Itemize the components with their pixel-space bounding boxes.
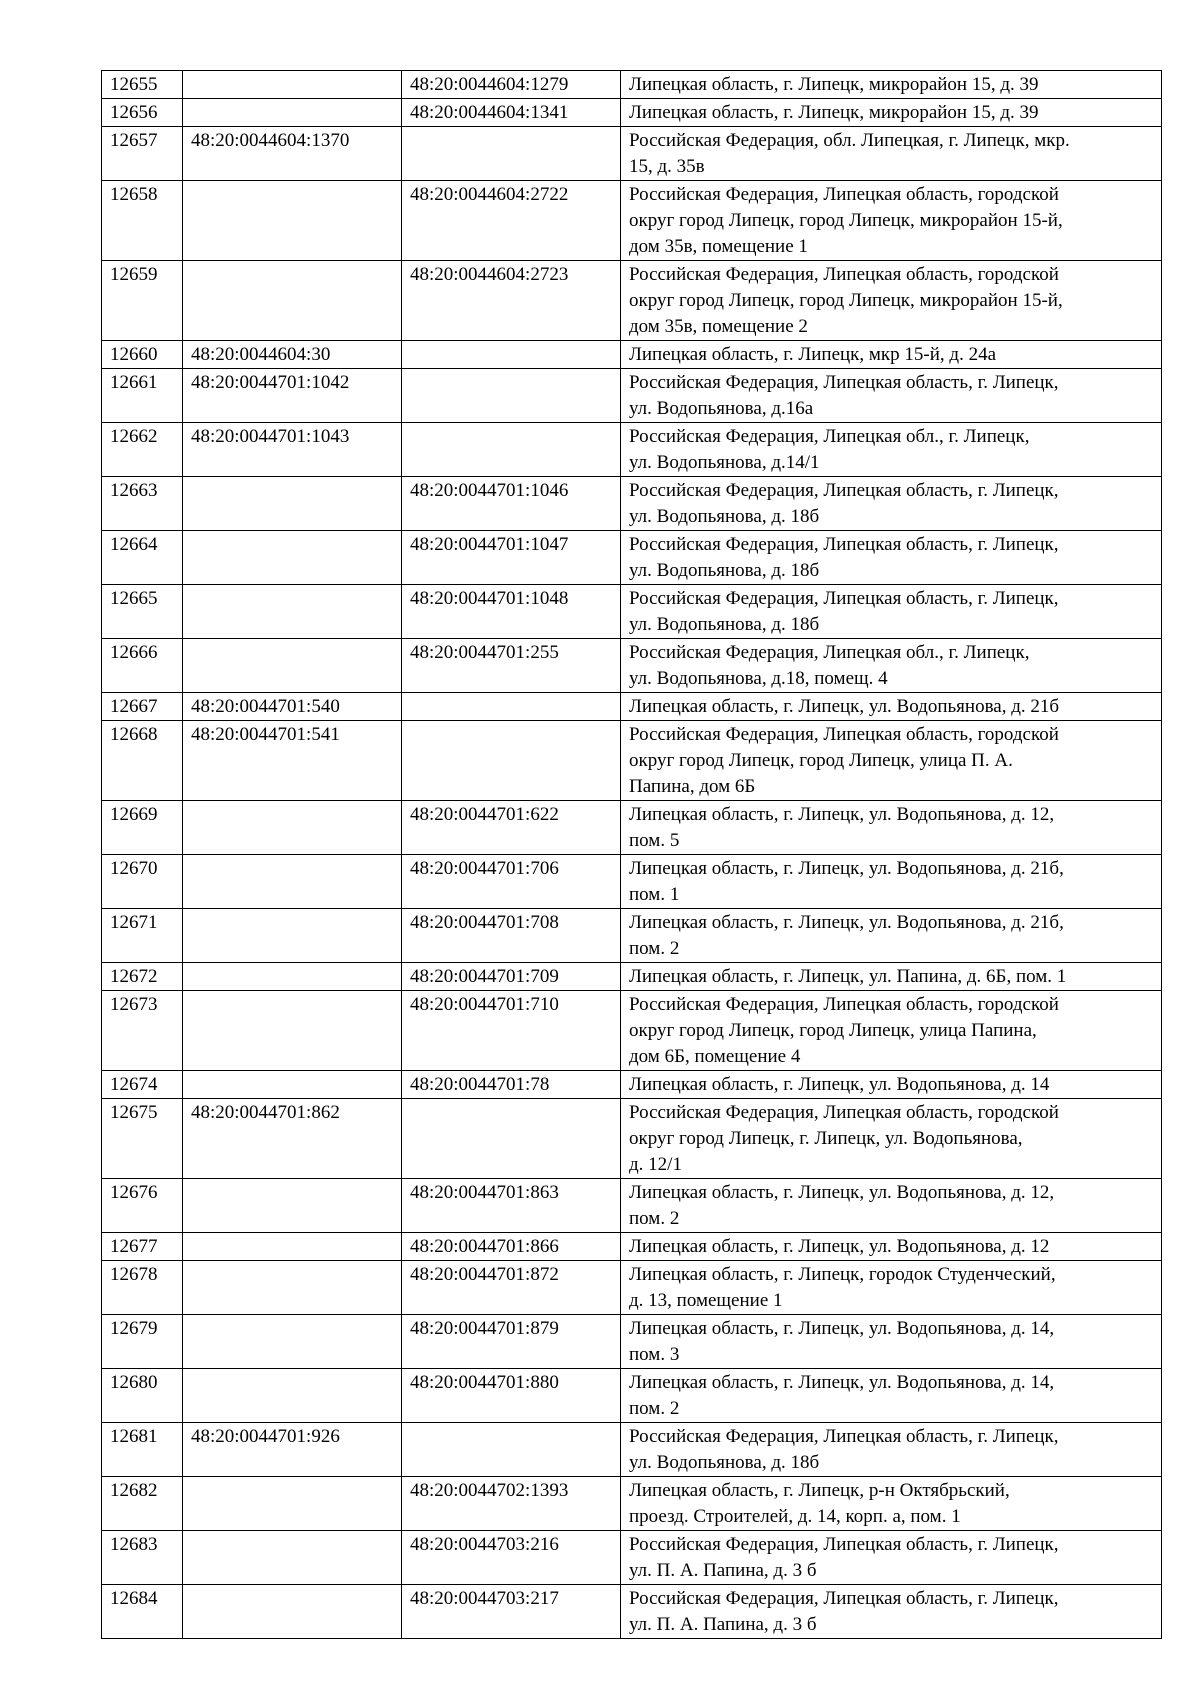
row-number-cell: 12661 <box>102 369 183 423</box>
address-cell: Российская Федерация, Липецкая область, городской округ город Липецк, город Липецк, улица Папина, дом 6Б, помещение 4 <box>621 991 1162 1071</box>
table-row <box>102 721 1162 801</box>
address-cell: Российская Федерация, Липецкая область, городской округ город Липецк, г. Липецк, ул. Водопьянова, д. 12/1 <box>621 1099 1162 1179</box>
address-cell: Липецкая область, г. Липецк, мкр 15-й, д. 24а <box>621 341 1162 369</box>
address-cell: Липецкая область, г. Липецк, ул. Папина, д. 6Б, пом. 1 <box>621 963 1162 991</box>
table-row <box>102 1233 1162 1261</box>
address-cell: Российская Федерация, Липецкая область, г. Липецк, ул. Водопьянова, д. 18б <box>621 1423 1162 1477</box>
cadastral-number-cell: 48:20:0044701:255 <box>402 639 621 693</box>
cadastral-number-cell: 48:20:0044701:872 <box>402 1261 621 1315</box>
cadastral-number-cell <box>183 855 402 909</box>
row-number-cell: 12660 <box>102 341 183 369</box>
address-cell: Российская Федерация, Липецкая область, городской округ город Липецк, город Липецк, улица П. А. Папина, дом 6Б <box>621 721 1162 801</box>
address-cell: Липецкая область, г. Липецк, ул. Водопьянова, д. 21б, пом. 2 <box>621 909 1162 963</box>
cadastral-number-cell <box>183 963 402 991</box>
cadastral-number-cell: 48:20:0044604:30 <box>183 341 402 369</box>
address-cell: Липецкая область, г. Липецк, микрорайон 15, д. 39 <box>621 99 1162 127</box>
address-cell: Липецкая область, г. Липецк, ул. Водопьянова, д. 14, пом. 2 <box>621 1369 1162 1423</box>
cadastral-number-cell: 48:20:0044703:217 <box>402 1585 621 1639</box>
registry-table-body <box>102 71 1162 1639</box>
cadastral-number-cell <box>183 801 402 855</box>
row-number-cell: 12671 <box>102 909 183 963</box>
row-number-cell: 12672 <box>102 963 183 991</box>
address-cell: Липецкая область, г. Липецк, ул. Водопьянова, д. 12 <box>621 1233 1162 1261</box>
row-number-cell: 12659 <box>102 261 183 341</box>
cadastral-number-cell: 48:20:0044701:1046 <box>402 477 621 531</box>
cadastral-number-cell <box>183 71 402 99</box>
cadastral-number-cell <box>402 369 621 423</box>
address-cell: Липецкая область, г. Липецк, ул. Водопьянова, д. 21б <box>621 693 1162 721</box>
cadastral-number-cell <box>183 99 402 127</box>
cadastral-number-cell <box>183 1477 402 1531</box>
table-row <box>102 181 1162 261</box>
cadastral-number-cell <box>183 181 402 261</box>
cadastral-number-cell <box>183 585 402 639</box>
address-cell: Российская Федерация, Липецкая область, г. Липецк, ул. П. А. Папина, д. 3 б <box>621 1531 1162 1585</box>
cadastral-number-cell <box>402 721 621 801</box>
cadastral-number-cell: 48:20:0044701:866 <box>402 1233 621 1261</box>
row-number-cell: 12665 <box>102 585 183 639</box>
address-cell: Липецкая область, г. Липецк, р-н Октябрьский, проезд. Строителей, д. 14, корп. а, пом. 1 <box>621 1477 1162 1531</box>
row-number-cell: 12667 <box>102 693 183 721</box>
table-row <box>102 1099 1162 1179</box>
address-cell: Российская Федерация, Липецкая область, г. Липецк, ул. Водопьянова, д. 18б <box>621 477 1162 531</box>
table-row <box>102 1477 1162 1531</box>
row-number-cell: 12679 <box>102 1315 183 1369</box>
row-number-cell: 12670 <box>102 855 183 909</box>
table-row <box>102 71 1162 99</box>
table-row <box>102 1369 1162 1423</box>
address-cell: Российская Федерация, Липецкая обл., г. Липецк, ул. Водопьянова, д.18, помещ. 4 <box>621 639 1162 693</box>
table-row <box>102 693 1162 721</box>
address-cell: Липецкая область, г. Липецк, ул. Водопьянова, д. 21б, пом. 1 <box>621 855 1162 909</box>
table-row <box>102 369 1162 423</box>
cadastral-number-cell <box>183 1261 402 1315</box>
row-number-cell: 12680 <box>102 1369 183 1423</box>
cadastral-number-cell <box>183 1233 402 1261</box>
cadastral-number-cell: 48:20:0044701:1048 <box>402 585 621 639</box>
row-number-cell: 12664 <box>102 531 183 585</box>
row-number-cell: 12658 <box>102 181 183 261</box>
cadastral-number-cell: 48:20:0044604:1279 <box>402 71 621 99</box>
row-number-cell: 12684 <box>102 1585 183 1639</box>
cadastral-number-cell <box>183 531 402 585</box>
address-cell: Липецкая область, г. Липецк, ул. Водопьянова, д. 14, пом. 3 <box>621 1315 1162 1369</box>
row-number-cell: 12678 <box>102 1261 183 1315</box>
address-cell: Российская Федерация, обл. Липецкая, г. Липецк, мкр. 15, д. 35в <box>621 127 1162 181</box>
row-number-cell: 12666 <box>102 639 183 693</box>
table-row <box>102 963 1162 991</box>
cadastral-number-cell: 48:20:0044701:709 <box>402 963 621 991</box>
cadastral-number-cell: 48:20:0044604:2723 <box>402 261 621 341</box>
table-row <box>102 261 1162 341</box>
address-cell: Российская Федерация, Липецкая область, г. Липецк, ул. Водопьянова, д. 18б <box>621 531 1162 585</box>
cadastral-number-cell <box>183 991 402 1071</box>
table-row <box>102 801 1162 855</box>
cadastral-number-cell <box>402 693 621 721</box>
cadastral-number-cell: 48:20:0044701:622 <box>402 801 621 855</box>
row-number-cell: 12676 <box>102 1179 183 1233</box>
table-row <box>102 1315 1162 1369</box>
row-number-cell: 12683 <box>102 1531 183 1585</box>
cadastral-number-cell: 48:20:0044701:926 <box>183 1423 402 1477</box>
cadastral-number-cell: 48:20:0044701:880 <box>402 1369 621 1423</box>
table-row <box>102 1531 1162 1585</box>
address-cell: Липецкая область, г. Липецк, ул. Водопьянова, д. 12, пом. 5 <box>621 801 1162 855</box>
table-row <box>102 127 1162 181</box>
table-row <box>102 585 1162 639</box>
table-row <box>102 477 1162 531</box>
address-cell: Российская Федерация, Липецкая область, г. Липецк, ул. П. А. Папина, д. 3 б <box>621 1585 1162 1639</box>
cadastral-number-cell: 48:20:0044701:541 <box>183 721 402 801</box>
row-number-cell: 12682 <box>102 1477 183 1531</box>
address-cell: Российская Федерация, Липецкая область, городской округ город Липецк, город Липецк, микрорайон 15-й, дом 35в, помещение 2 <box>621 261 1162 341</box>
cadastral-number-cell <box>183 1315 402 1369</box>
cadastral-number-cell <box>183 639 402 693</box>
cadastral-number-cell: 48:20:0044701:879 <box>402 1315 621 1369</box>
cadastral-number-cell: 48:20:0044701:540 <box>183 693 402 721</box>
cadastral-number-cell <box>402 1099 621 1179</box>
table-row <box>102 1423 1162 1477</box>
row-number-cell: 12677 <box>102 1233 183 1261</box>
cadastral-number-cell: 48:20:0044701:862 <box>183 1099 402 1179</box>
row-number-cell: 12674 <box>102 1071 183 1099</box>
table-row <box>102 639 1162 693</box>
address-cell: Российская Федерация, Липецкая область, г. Липецк, ул. Водопьянова, д.16а <box>621 369 1162 423</box>
address-cell: Российская Федерация, Липецкая область, г. Липецк, ул. Водопьянова, д. 18б <box>621 585 1162 639</box>
table-row <box>102 341 1162 369</box>
cadastral-number-cell <box>183 1369 402 1423</box>
cadastral-number-cell <box>402 423 621 477</box>
table-row <box>102 1179 1162 1233</box>
row-number-cell: 12655 <box>102 71 183 99</box>
row-number-cell: 12675 <box>102 1099 183 1179</box>
table-row <box>102 99 1162 127</box>
cadastral-number-cell: 48:20:0044701:706 <box>402 855 621 909</box>
cadastral-number-cell <box>402 341 621 369</box>
address-cell: Российская Федерация, Липецкая обл., г. Липецк, ул. Водопьянова, д.14/1 <box>621 423 1162 477</box>
table-row <box>102 1071 1162 1099</box>
table-row <box>102 991 1162 1071</box>
row-number-cell: 12668 <box>102 721 183 801</box>
cadastral-number-cell <box>183 909 402 963</box>
cadastral-number-cell: 48:20:0044701:1043 <box>183 423 402 477</box>
cadastral-number-cell <box>183 1179 402 1233</box>
row-number-cell: 12669 <box>102 801 183 855</box>
cadastral-number-cell: 48:20:0044702:1393 <box>402 1477 621 1531</box>
cadastral-number-cell: 48:20:0044701:1042 <box>183 369 402 423</box>
row-number-cell: 12663 <box>102 477 183 531</box>
cadastral-number-cell: 48:20:0044701:710 <box>402 991 621 1071</box>
row-number-cell: 12673 <box>102 991 183 1071</box>
row-number-cell: 12657 <box>102 127 183 181</box>
row-number-cell: 12662 <box>102 423 183 477</box>
table-row <box>102 855 1162 909</box>
address-cell: Липецкая область, г. Липецк, городок Студенческий, д. 13, помещение 1 <box>621 1261 1162 1315</box>
table-row <box>102 1585 1162 1639</box>
cadastral-number-cell: 48:20:0044604:1370 <box>183 127 402 181</box>
cadastral-number-cell: 48:20:0044604:2722 <box>402 181 621 261</box>
cadastral-number-cell: 48:20:0044604:1341 <box>402 99 621 127</box>
row-number-cell: 12681 <box>102 1423 183 1477</box>
cadastral-number-cell: 48:20:0044701:708 <box>402 909 621 963</box>
cadastral-number-cell: 48:20:0044701:78 <box>402 1071 621 1099</box>
address-cell: Липецкая область, г. Липецк, микрорайон 15, д. 39 <box>621 71 1162 99</box>
cadastral-number-cell <box>402 1423 621 1477</box>
cadastral-number-cell <box>183 1071 402 1099</box>
table-row <box>102 909 1162 963</box>
address-cell: Российская Федерация, Липецкая область, городской округ город Липецк, город Липецк, микрорайон 15-й, дом 35в, помещение 1 <box>621 181 1162 261</box>
cadastral-number-cell: 48:20:0044703:216 <box>402 1531 621 1585</box>
cadastral-number-cell <box>183 477 402 531</box>
registry-table <box>101 70 1162 1639</box>
cadastral-number-cell <box>183 1585 402 1639</box>
cadastral-number-cell <box>183 1531 402 1585</box>
cadastral-number-cell: 48:20:0044701:863 <box>402 1179 621 1233</box>
address-cell: Липецкая область, г. Липецк, ул. Водопьянова, д. 12, пом. 2 <box>621 1179 1162 1233</box>
row-number-cell: 12656 <box>102 99 183 127</box>
cadastral-number-cell <box>402 127 621 181</box>
table-row <box>102 423 1162 477</box>
table-row <box>102 531 1162 585</box>
address-cell: Липецкая область, г. Липецк, ул. Водопьянова, д. 14 <box>621 1071 1162 1099</box>
table-row <box>102 1261 1162 1315</box>
cadastral-number-cell <box>183 261 402 341</box>
cadastral-number-cell: 48:20:0044701:1047 <box>402 531 621 585</box>
